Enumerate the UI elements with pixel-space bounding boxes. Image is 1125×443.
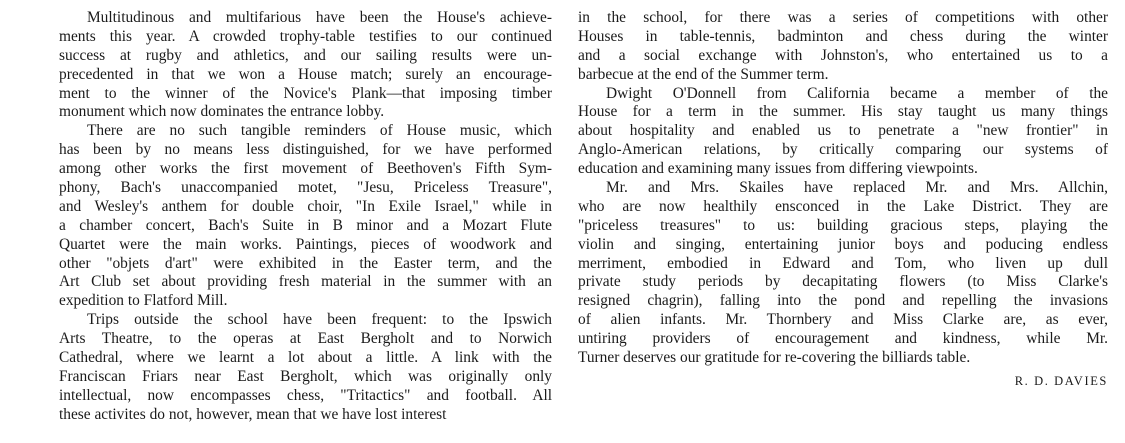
- text-line: untiring providers of encouragement and kindness, while Mr.: [578, 330, 1108, 348]
- text-line: Multitudinous and multifarious have been the House's achieve-: [87, 9, 552, 26]
- text-line: Art Club set about providing fresh material in the summer with an: [59, 273, 552, 291]
- text-line: Houses in table-tennis, badminton and chess during the winter: [578, 27, 1108, 45]
- text-line: ments this year. A crowded trophy-table testifies to our continued: [59, 27, 552, 45]
- text-line: in the school, for there was a series of competitions with other: [578, 9, 1108, 26]
- text-line: has been by no means less distinguished, for we have performed: [59, 141, 552, 159]
- text-line: phony, Bach's unaccompanied motet, "Jesu, Priceless Treasure",: [59, 179, 552, 197]
- text-line: "priceless treasures" to us: building gracious steps, playing the: [578, 216, 1108, 234]
- text-line: monument which now dominates the entrance lobby.: [59, 103, 385, 121]
- text-line: Dwight O'Donnell from California became a member of the: [606, 84, 1108, 102]
- text-line: Anglo-American relations, by critically comparing our systems of: [578, 141, 1108, 159]
- text-line: House for a term in the summer. His stay taught us many things: [578, 103, 1108, 121]
- text-line: Quartet were the main works. Paintings, pieces of woodwork and: [59, 235, 552, 253]
- text-line: Cathedral, where we learnt a lot about a little. A link with the: [59, 349, 552, 367]
- text-line: among other works the first movement of Beethoven's Fifth Sym-: [59, 160, 552, 178]
- text-line: violin and singing, entertaining junior boys and poducing endless: [578, 235, 1108, 253]
- text-line: about hospitality and enabled us to penetrate a "new frontier" in: [578, 122, 1108, 140]
- text-line: There are no such tangible reminders of House music, which: [87, 122, 552, 140]
- left-column: [59, 9, 552, 425]
- text-line: resigned chagrin), falling into the pond and repelling the invasions: [578, 292, 1108, 310]
- text-line: Arts Theatre, to the operas at East Bergholt and to Norwich: [59, 330, 552, 348]
- text-line: other "objets d'art" were exhibited in the Easter term, and the: [59, 254, 552, 272]
- text-line: of alien infants. Mr. Thornbery and Miss Clarke are, as ever,: [578, 311, 1108, 329]
- paragraph: [59, 311, 552, 424]
- text-line: ment to the winner of the Novice's Plank—that imposing timber: [59, 84, 552, 102]
- text-line: barbecue at the end of the Summer term.: [578, 65, 829, 83]
- text-line: who are now healthily ensconced in the Lake District. They are: [578, 197, 1108, 215]
- paragraph: [59, 122, 552, 311]
- text-line: merriment, embodied in Edward and Tom, who liven up dull: [578, 254, 1108, 272]
- text-line: education and examining many issues from differing viewpoints.: [578, 160, 978, 178]
- text-line: private study periods by decapitating flowers (to Miss Clarke's: [578, 273, 1108, 291]
- text-line: these activites do not, however, mean that we have lost interest: [59, 405, 447, 423]
- paragraph: [578, 179, 1108, 368]
- text-line: Mr. and Mrs. Skailes have replaced Mr. and Mrs. Allchin,: [606, 179, 1108, 197]
- text-line: and Wesley's anthem for double choir, "In Exile Israel," while in: [59, 197, 552, 215]
- author-signature: R. D. DAVIES: [1014, 373, 1108, 388]
- text-line: Franciscan Friars near East Bergholt, which was originally only: [59, 367, 552, 385]
- text-line: Trips outside the school have been frequent: to the Ipswich: [87, 311, 552, 329]
- text-line: a chamber concert, Bach's Suite in B minor and a Mozart Flute: [59, 216, 552, 234]
- text-line: and a social exchange with Johnston's, who entertained us to a: [578, 46, 1108, 64]
- paragraph: [59, 9, 552, 122]
- text-line: Turner deserves our gratitude for re-covering the billiards table.: [578, 349, 971, 367]
- paragraph: [578, 9, 1108, 85]
- text-line: success at rugby and athletics, and our sailing results were un-: [59, 46, 552, 64]
- paragraph: [578, 85, 1108, 179]
- right-column: [578, 9, 1108, 391]
- text-line: expedition to Flatford Mill.: [59, 292, 228, 310]
- text-line: intellectual, now encompasses chess, "Tritactics" and football. All: [59, 386, 552, 404]
- text-line: precedented in that we won a House match; surely an encourage-: [59, 65, 552, 83]
